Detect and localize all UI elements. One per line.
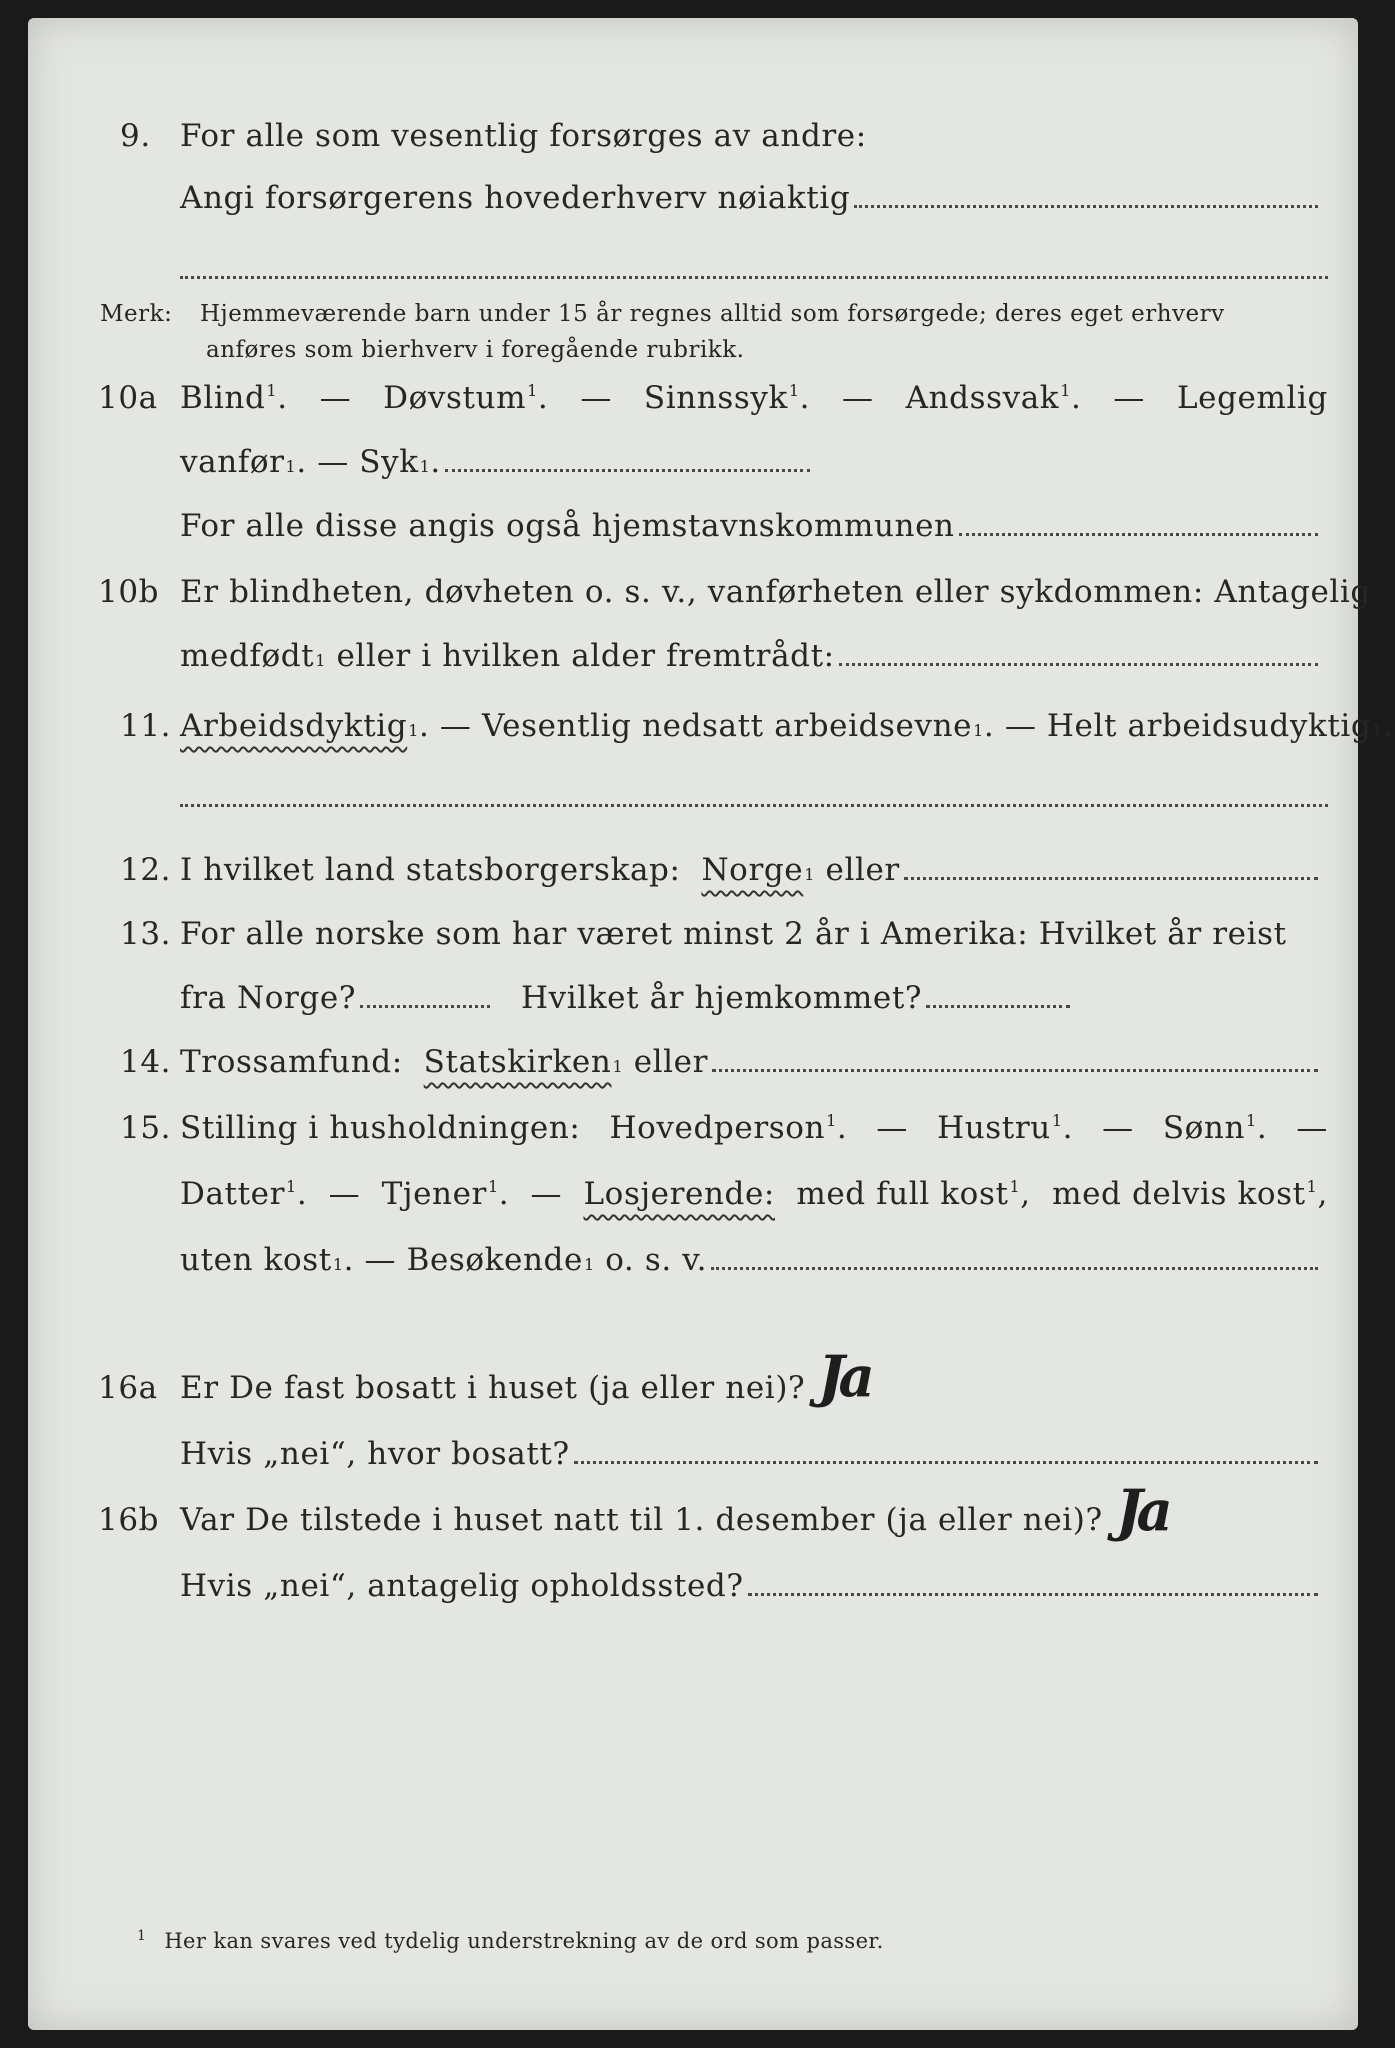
q14-text: Trossamfund: [180, 1044, 403, 1080]
q15-other-field[interactable] [711, 1267, 1318, 1270]
option-datter[interactable]: Datter [180, 1176, 286, 1212]
merk-label: Merk: [100, 301, 173, 327]
q11-line: 11. Arbeidsdyktig 1 . — Vesentlig nedsatt arbeidsevne 1 . — Helt arbeidsudyktig 1 . [120, 708, 1394, 744]
option-sinnssyk[interactable]: Sinnssyk [643, 380, 788, 416]
q10b-age-field[interactable] [839, 663, 1318, 666]
q15-text: Stilling i husholdningen: [180, 1110, 581, 1146]
q13-left-field[interactable] [360, 1005, 490, 1008]
q13-returned-label: Hvilket år hjemkommet? [520, 980, 923, 1016]
option-tjener[interactable]: Tjener [381, 1176, 487, 1212]
option-full-kost[interactable]: med full kost [796, 1176, 1009, 1212]
q10a-hometown-label: For alle disse angis også hjemstavnskommunen [180, 508, 955, 544]
q14-eller: eller [633, 1044, 709, 1080]
q16b-line2 [28, 1568, 1358, 1616]
option-besokende[interactable]: Besøkende [406, 1242, 583, 1278]
footnote-ref: 1 [527, 381, 538, 400]
option-statskirken[interactable]: Statskirken [423, 1044, 612, 1080]
q15-line1: 15. Stilling i husholdningen: Hovedperson$^1$. — Hustru$^1$. — Sønn$^1$. — [120, 1110, 1328, 1146]
q13-line1 [28, 916, 1358, 964]
footnote-ref: 1 [266, 381, 278, 400]
footnote [136, 1928, 884, 1953]
q12-line [28, 852, 1358, 900]
merk-line1: Hjemmeværende barn under 15 år regnes alltid som forsørgede; deres eget erhverv [200, 301, 1225, 327]
q16a-line2 [28, 1436, 1358, 1484]
q16b-whereabouts-label: Hvis „nei“, antagelig opholdssted? [180, 1568, 744, 1604]
footnote-ref: 1 [583, 1255, 595, 1274]
q15-osv: o. s. v. [605, 1242, 708, 1278]
q10b-age-label: eller i hvilken alder fremtrådt: [336, 638, 835, 674]
q9-text: For alle som vesentlig forsørges av andre: [180, 118, 867, 154]
q16b-number: 16b [98, 1502, 160, 1538]
footnote-ref: 1 [487, 1177, 499, 1196]
q10a-line3 [28, 508, 1358, 556]
footnote-ref: 1 [804, 865, 816, 884]
footnote-ref: 1 [1060, 381, 1071, 400]
q13-returned-field[interactable] [926, 1005, 1070, 1008]
q13-line2 [28, 980, 1358, 1028]
q16a-number: 16a [98, 1370, 158, 1406]
footnote-ref: 1 [315, 651, 327, 670]
q9-line1 [28, 118, 1358, 166]
footnote-ref: 1 [408, 721, 420, 740]
option-arbeidsdyktig[interactable]: Arbeidsdyktig [180, 708, 408, 744]
option-nedsatt[interactable]: Vesentlig nedsatt arbeidsevne [481, 708, 973, 744]
footnote-ref: 1 [1009, 1177, 1021, 1196]
q16b-whereabouts-field[interactable] [748, 1593, 1318, 1596]
option-legemlig[interactable]: Legemlig [1176, 380, 1328, 416]
merk-line2: anføres som bierhverv i foregående rubrikk. [206, 337, 745, 363]
option-udyktig[interactable]: Helt arbeidsudyktig [1046, 708, 1372, 744]
q11-extra-field[interactable] [180, 804, 1328, 807]
q9-number: 9. [120, 118, 151, 154]
q11-number: 11. [120, 708, 172, 744]
option-losjerende[interactable]: Losjerende: [583, 1176, 775, 1212]
option-uten-kost[interactable]: uten kost [180, 1242, 332, 1278]
option-andssvak[interactable]: Andssvak [905, 380, 1060, 416]
footnote-ref: 1 [788, 381, 800, 400]
footnote-ref: 1 [1246, 1111, 1257, 1130]
q9-provider-field[interactable] [854, 205, 1318, 208]
q9-provider-label: Angi forsørgerens hovederhverv nøiaktig [180, 180, 851, 216]
footnote-ref: 1 [285, 457, 297, 476]
q15-line2: Datter$^1$. — Tjener$^1$. — Losjerende: med full kost$^1$, med delvis kost$^1$, [180, 1176, 1328, 1212]
q15-number: 15. [120, 1110, 172, 1146]
census-form-page [28, 18, 1394, 2030]
q10b-line2 [28, 638, 1358, 686]
footnote-ref: 1 [332, 1255, 344, 1274]
q16a-line1 [28, 1370, 1358, 1418]
q10a-hometown-field[interactable] [959, 533, 1318, 536]
q9-extra-field[interactable] [180, 276, 1328, 279]
footnote-ref: 1 [973, 721, 984, 740]
footnote-ref: 1 [1051, 1111, 1063, 1130]
q9-line2 [28, 180, 1358, 228]
q10a-syk-field[interactable] [445, 469, 810, 472]
q12-number: 12. [120, 852, 172, 888]
q16a-where-field[interactable] [574, 1461, 1318, 1464]
q13-number: 13. [120, 916, 172, 952]
footnote-ref: 1 [419, 457, 431, 476]
option-medfodt[interactable]: medfødt [180, 638, 315, 674]
q16a-text: Er De fast bosatt i huset (ja eller nei)? [180, 1370, 806, 1406]
footnote-ref: 1 [826, 1111, 837, 1130]
footnote-text: Her kan svares ved tydelig understrekning av de ord som passer. [164, 1929, 884, 1953]
q10b-text: Er blindheten, døvheten o. s. v., vanførheten eller sykdommen: Antagelig [180, 574, 1371, 610]
option-delvis-kost[interactable]: med delvis kost [1052, 1176, 1306, 1212]
q15-line3: uten kost 1 . — Besøkende 1 o. s. v. [28, 1242, 1358, 1290]
q10a-line2: vanfør 1 . — Syk 1 . [28, 444, 1358, 492]
option-dovstum[interactable]: Døvstum [383, 380, 527, 416]
q12-eller: eller [825, 852, 900, 888]
q12-country-field[interactable] [904, 877, 1318, 880]
footnote-ref: 1 [612, 1057, 624, 1076]
option-norge[interactable]: Norge [701, 852, 804, 888]
q10b-line1 [28, 574, 1371, 622]
q10a-line1: 10a Blind$^1$. — Døvstum$^1$. — Sinnssyk$^1$. — Andssvak$^1$. — Legemlig [98, 380, 1328, 416]
footnote-ref: 1 [286, 1177, 297, 1196]
q10a-number: 10a [98, 380, 158, 416]
option-hovedperson[interactable]: Hovedperson [609, 1110, 826, 1146]
q16a-handwritten-answer: Ja [818, 1344, 869, 1410]
q16a-where-label: Hvis „nei“, hvor bosatt? [180, 1436, 570, 1472]
q13-text: For alle norske som har været minst 2 år i Amerika: Hvilket år reist [180, 916, 1287, 952]
footnote-ref: 1 [1372, 721, 1384, 740]
q14-faith-field[interactable] [712, 1069, 1318, 1072]
q16b-text: Var De tilstede i huset natt til 1. desember (ja eller nei)? [180, 1502, 1103, 1538]
footnote-mark: 1 [137, 1928, 147, 1944]
option-sonn[interactable]: Sønn [1162, 1110, 1246, 1146]
q14-number: 14. [120, 1044, 172, 1080]
footnote-ref: 1 [1306, 1177, 1318, 1196]
q13-left-label: fra Norge? [180, 980, 357, 1016]
option-syk[interactable]: Syk [359, 444, 419, 480]
q10b-number: 10b [98, 574, 160, 610]
option-blind[interactable]: Blind [180, 380, 266, 416]
option-hustru[interactable]: Hustru [937, 1110, 1051, 1146]
q12-text: I hvilket land statsborgerskap: [180, 852, 681, 888]
q16b-handwritten-answer: Ja [1116, 1478, 1167, 1544]
q14-line [28, 1044, 1358, 1092]
option-vanfor[interactable]: vanfør [180, 444, 285, 480]
